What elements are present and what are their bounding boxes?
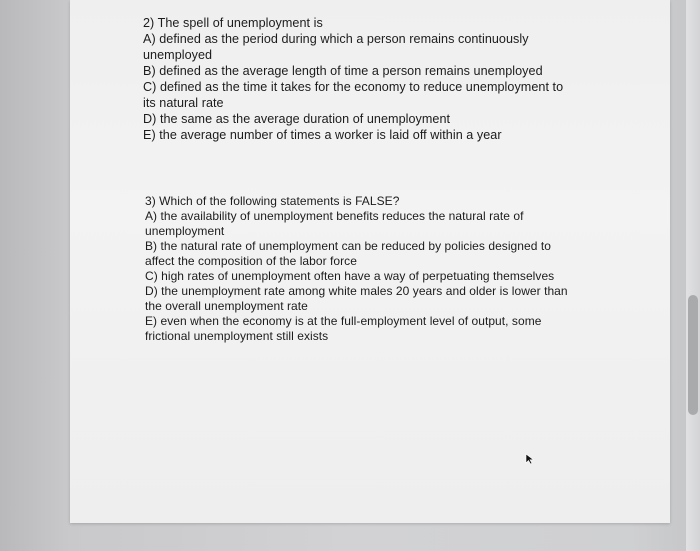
question-3-option-c: C) high rates of unemployment often have a way of perpetuating themselves (145, 269, 555, 283)
question-3-option-e: E) even when the economy is at the full-employment level of output, some frictional unemployment still exists (145, 314, 542, 343)
question-3-option-a: A) the availability of unemployment benefits reduces the natural rate of unemployment (145, 209, 524, 238)
scrollbar-thumb[interactable] (688, 295, 698, 415)
question-2-option-b: B) defined as the average length of time a person remains unemployed (143, 64, 543, 78)
scrollbar[interactable] (686, 0, 700, 551)
question-2-option-a: A) defined as the period during which a person remains continuously unemployed (143, 32, 529, 62)
mouse-pointer-icon (525, 453, 535, 465)
question-2-option-e: E) the average number of times a worker is laid off within a year (143, 128, 502, 142)
question-2-option-c: C) defined as the time it takes for the economy to reduce unemployment to its natural rate (143, 80, 564, 110)
question-2 (143, 15, 573, 143)
question-3-option-b: B) the natural rate of unemployment can be reduced by policies designed to affect the composition of the labor force (145, 239, 551, 268)
question-2-stem: 2) The spell of unemployment is (143, 16, 323, 30)
question-3-stem: 3) Which of the following statements is FALSE? (145, 194, 400, 208)
question-3 (145, 194, 575, 344)
question-2-option-d: D) the same as the average duration of unemployment (143, 112, 451, 126)
question-3-option-d: D) the unemployment rate among white males 20 years and older is lower than the overall unemployment rate (145, 284, 568, 313)
